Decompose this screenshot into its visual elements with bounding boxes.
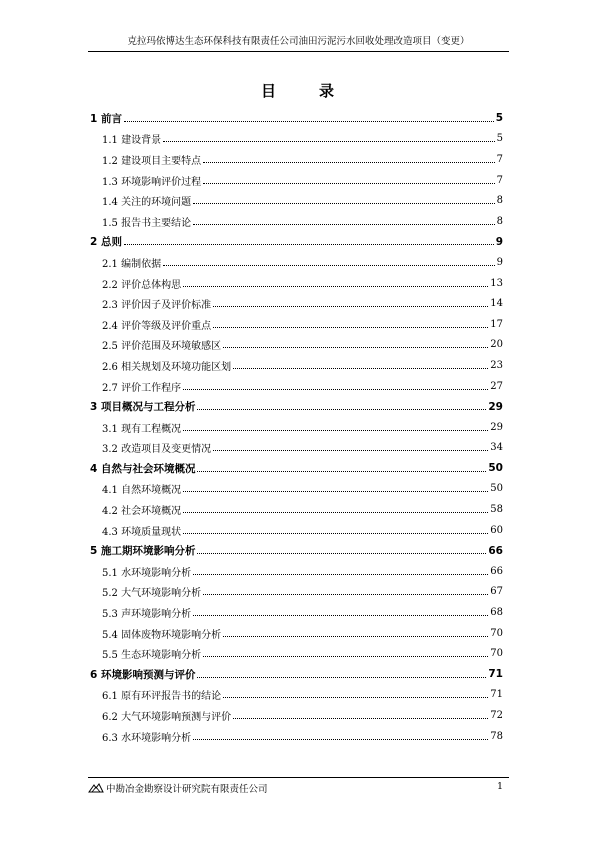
toc-chapter-entry[interactable] (90, 458, 503, 479)
toc-entry-page: 9 (495, 235, 503, 248)
toc-entry-page: 8 (496, 215, 503, 227)
toc-chapter-entry[interactable] (90, 540, 503, 561)
toc-section-entry[interactable] (90, 417, 503, 438)
toc-dot-leader (183, 430, 488, 431)
footer-page-number: 1 (496, 781, 503, 792)
header-text: 克拉玛依博达生态环保科技有限责任公司油田污泥污水回收处理改造项目（变更） (127, 36, 470, 47)
toc-chapter-entry[interactable] (90, 232, 503, 253)
toc-entry-label: 3.1 现有工程概况 (102, 423, 182, 435)
toc-section-entry[interactable] (90, 685, 503, 706)
toc-dot-leader (183, 533, 488, 534)
toc-entry-label: 1.1 建设背景 (102, 135, 162, 147)
toc-entry-label: 1.5 报告书主要结论 (102, 217, 192, 229)
toc-dot-leader (197, 471, 486, 472)
toc-dot-leader (233, 368, 488, 369)
toc-section-entry[interactable] (90, 190, 503, 211)
toc-section-entry[interactable] (90, 170, 503, 191)
toc-entry-label: 4.3 环境质量现状 (102, 526, 182, 538)
toc-section-entry[interactable] (90, 211, 503, 232)
toc-dot-leader (193, 574, 488, 575)
toc-section-entry[interactable] (90, 520, 503, 541)
toc-section-entry[interactable] (90, 376, 503, 397)
toc-dot-leader (213, 327, 488, 328)
toc-entry-label: 2.5 评价范围及环境敏感区 (102, 341, 222, 353)
toc-section-entry[interactable] (90, 149, 503, 170)
toc-dot-leader (193, 203, 495, 204)
toc-dot-leader (203, 594, 488, 595)
toc-entry-page: 17 (490, 318, 503, 330)
toc-section-entry[interactable] (90, 273, 503, 294)
toc-section-entry[interactable] (90, 726, 503, 747)
toc-dot-leader (183, 491, 488, 492)
toc-entry-label: 2.3 评价因子及评价标准 (102, 300, 212, 312)
toc-dot-leader (223, 697, 488, 698)
toc-entry-label: 2.4 评价等级及评价重点 (102, 320, 212, 332)
toc-section-entry[interactable] (90, 582, 503, 603)
toc-entry-label: 5.1 水环境影响分析 (102, 567, 192, 579)
table-of-contents (90, 108, 503, 746)
toc-entry-page: 66 (490, 565, 503, 577)
toc-entry-page: 14 (490, 298, 503, 310)
toc-entry-page: 23 (490, 359, 503, 371)
toc-entry-label: 2.2 评价总体构思 (102, 279, 182, 291)
toc-entry-label: 1.3 环境影响评价过程 (102, 176, 202, 188)
toc-dot-leader (213, 450, 488, 451)
toc-dot-leader (223, 636, 488, 637)
toc-entry-label: 5.4 固体废物环境影响分析 (102, 629, 222, 641)
toc-section-entry[interactable] (90, 129, 503, 150)
toc-entry-page: 20 (490, 339, 503, 351)
toc-entry-page: 58 (490, 504, 503, 516)
toc-dot-leader (183, 512, 488, 513)
toc-section-entry[interactable] (90, 335, 503, 356)
toc-dot-leader (197, 553, 486, 554)
toc-entry-label: 5 施工期环境影响分析 (90, 545, 196, 558)
toc-entry-page: 7 (496, 153, 503, 165)
toc-entry-label: 2.7 评价工作程序 (102, 382, 182, 394)
toc-entry-page: 71 (490, 689, 503, 701)
toc-section-entry[interactable] (90, 252, 503, 273)
toc-section-entry[interactable] (90, 293, 503, 314)
toc-entry-label: 6.1 原有环评报告书的结论 (102, 691, 222, 703)
toc-dot-leader (223, 347, 488, 348)
toc-entry-page: 5 (496, 133, 503, 145)
toc-chapter-entry[interactable] (90, 664, 503, 685)
toc-section-entry[interactable] (90, 355, 503, 376)
toc-section-entry[interactable] (90, 602, 503, 623)
toc-entry-page: 8 (496, 195, 503, 207)
toc-entry-page: 66 (488, 544, 503, 557)
toc-entry-label: 3.2 改造项目及变更情况 (102, 444, 212, 456)
toc-section-entry[interactable] (90, 438, 503, 459)
toc-entry-page: 68 (490, 607, 503, 619)
toc-entry-label: 6.2 大气环境影响预测与评价 (102, 712, 232, 724)
toc-entry-page: 72 (490, 710, 503, 722)
footer-company: 中勘冶金勘察设计研究院有限责任公司 (106, 784, 268, 795)
toc-dot-leader (197, 409, 486, 410)
toc-section-entry[interactable] (90, 643, 503, 664)
toc-entry-page: 70 (490, 648, 503, 660)
toc-entry-label: 5.2 大气环境影响分析 (102, 588, 202, 600)
toc-entry-label: 4 自然与社会环境概况 (90, 462, 196, 475)
page-footer (88, 777, 509, 796)
toc-entry-page: 7 (496, 174, 503, 186)
toc-entry-page: 50 (490, 483, 503, 495)
toc-dot-leader (203, 162, 495, 163)
company-logo-icon (88, 783, 104, 793)
toc-entry-label: 2 总则 (90, 236, 122, 249)
toc-entry-label: 4.1 自然环境概况 (102, 485, 182, 497)
toc-dot-leader (203, 656, 488, 657)
toc-entry-page: 5 (495, 112, 503, 125)
toc-section-entry[interactable] (90, 561, 503, 582)
toc-section-entry[interactable] (90, 314, 503, 335)
toc-entry-page: 29 (488, 400, 503, 413)
toc-entry-page: 67 (490, 586, 503, 598)
toc-entry-page: 9 (496, 256, 503, 268)
toc-entry-page: 71 (488, 668, 503, 681)
toc-section-entry[interactable] (90, 499, 503, 520)
toc-dot-leader (213, 306, 488, 307)
page-title: 目 录 (260, 82, 348, 100)
toc-entry-page: 34 (490, 442, 503, 454)
toc-dot-leader (203, 183, 495, 184)
toc-dot-leader (197, 677, 486, 678)
toc-dot-leader (193, 224, 495, 225)
toc-entry-page: 13 (490, 277, 503, 289)
page-header (88, 33, 509, 52)
toc-entry-page: 78 (490, 730, 503, 742)
toc-entry-page: 27 (490, 380, 503, 392)
toc-dot-leader (163, 265, 495, 266)
toc-section-entry[interactable] (90, 479, 503, 500)
toc-dot-leader (183, 389, 488, 390)
toc-entry-page: 29 (490, 421, 503, 433)
toc-dot-leader (233, 718, 488, 719)
toc-entry-label: 3 项目概况与工程分析 (90, 401, 196, 414)
toc-section-entry[interactable] (90, 705, 503, 726)
toc-entry-label: 1.2 建设项目主要特点 (102, 155, 202, 167)
toc-entry-label: 6 环境影响预测与评价 (90, 668, 196, 681)
toc-entry-label: 5.3 声环境影响分析 (102, 609, 192, 621)
toc-entry-label: 5.5 生态环境影响分析 (102, 650, 202, 662)
toc-dot-leader (193, 739, 488, 740)
toc-entry-label: 4.2 社会环境概况 (102, 506, 182, 518)
toc-entry-page: 60 (490, 524, 503, 536)
toc-entry-label: 6.3 水环境影响分析 (102, 732, 192, 744)
toc-dot-leader (183, 286, 488, 287)
toc-entry-label: 1 前言 (90, 112, 122, 125)
toc-section-entry[interactable] (90, 623, 503, 644)
toc-entry-page: 70 (490, 627, 503, 639)
toc-dot-leader (163, 141, 495, 142)
toc-entry-label: 2.1 编制依据 (102, 258, 162, 270)
toc-chapter-entry[interactable] (90, 396, 503, 417)
toc-entry-page: 50 (488, 462, 503, 475)
toc-dot-leader (124, 244, 494, 245)
toc-dot-leader (193, 615, 488, 616)
toc-dot-leader (124, 121, 494, 122)
toc-chapter-entry[interactable] (90, 108, 503, 129)
toc-entry-label: 2.6 相关规划及环境功能区划 (102, 361, 232, 373)
toc-entry-label: 1.4 关注的环境问题 (102, 197, 192, 209)
